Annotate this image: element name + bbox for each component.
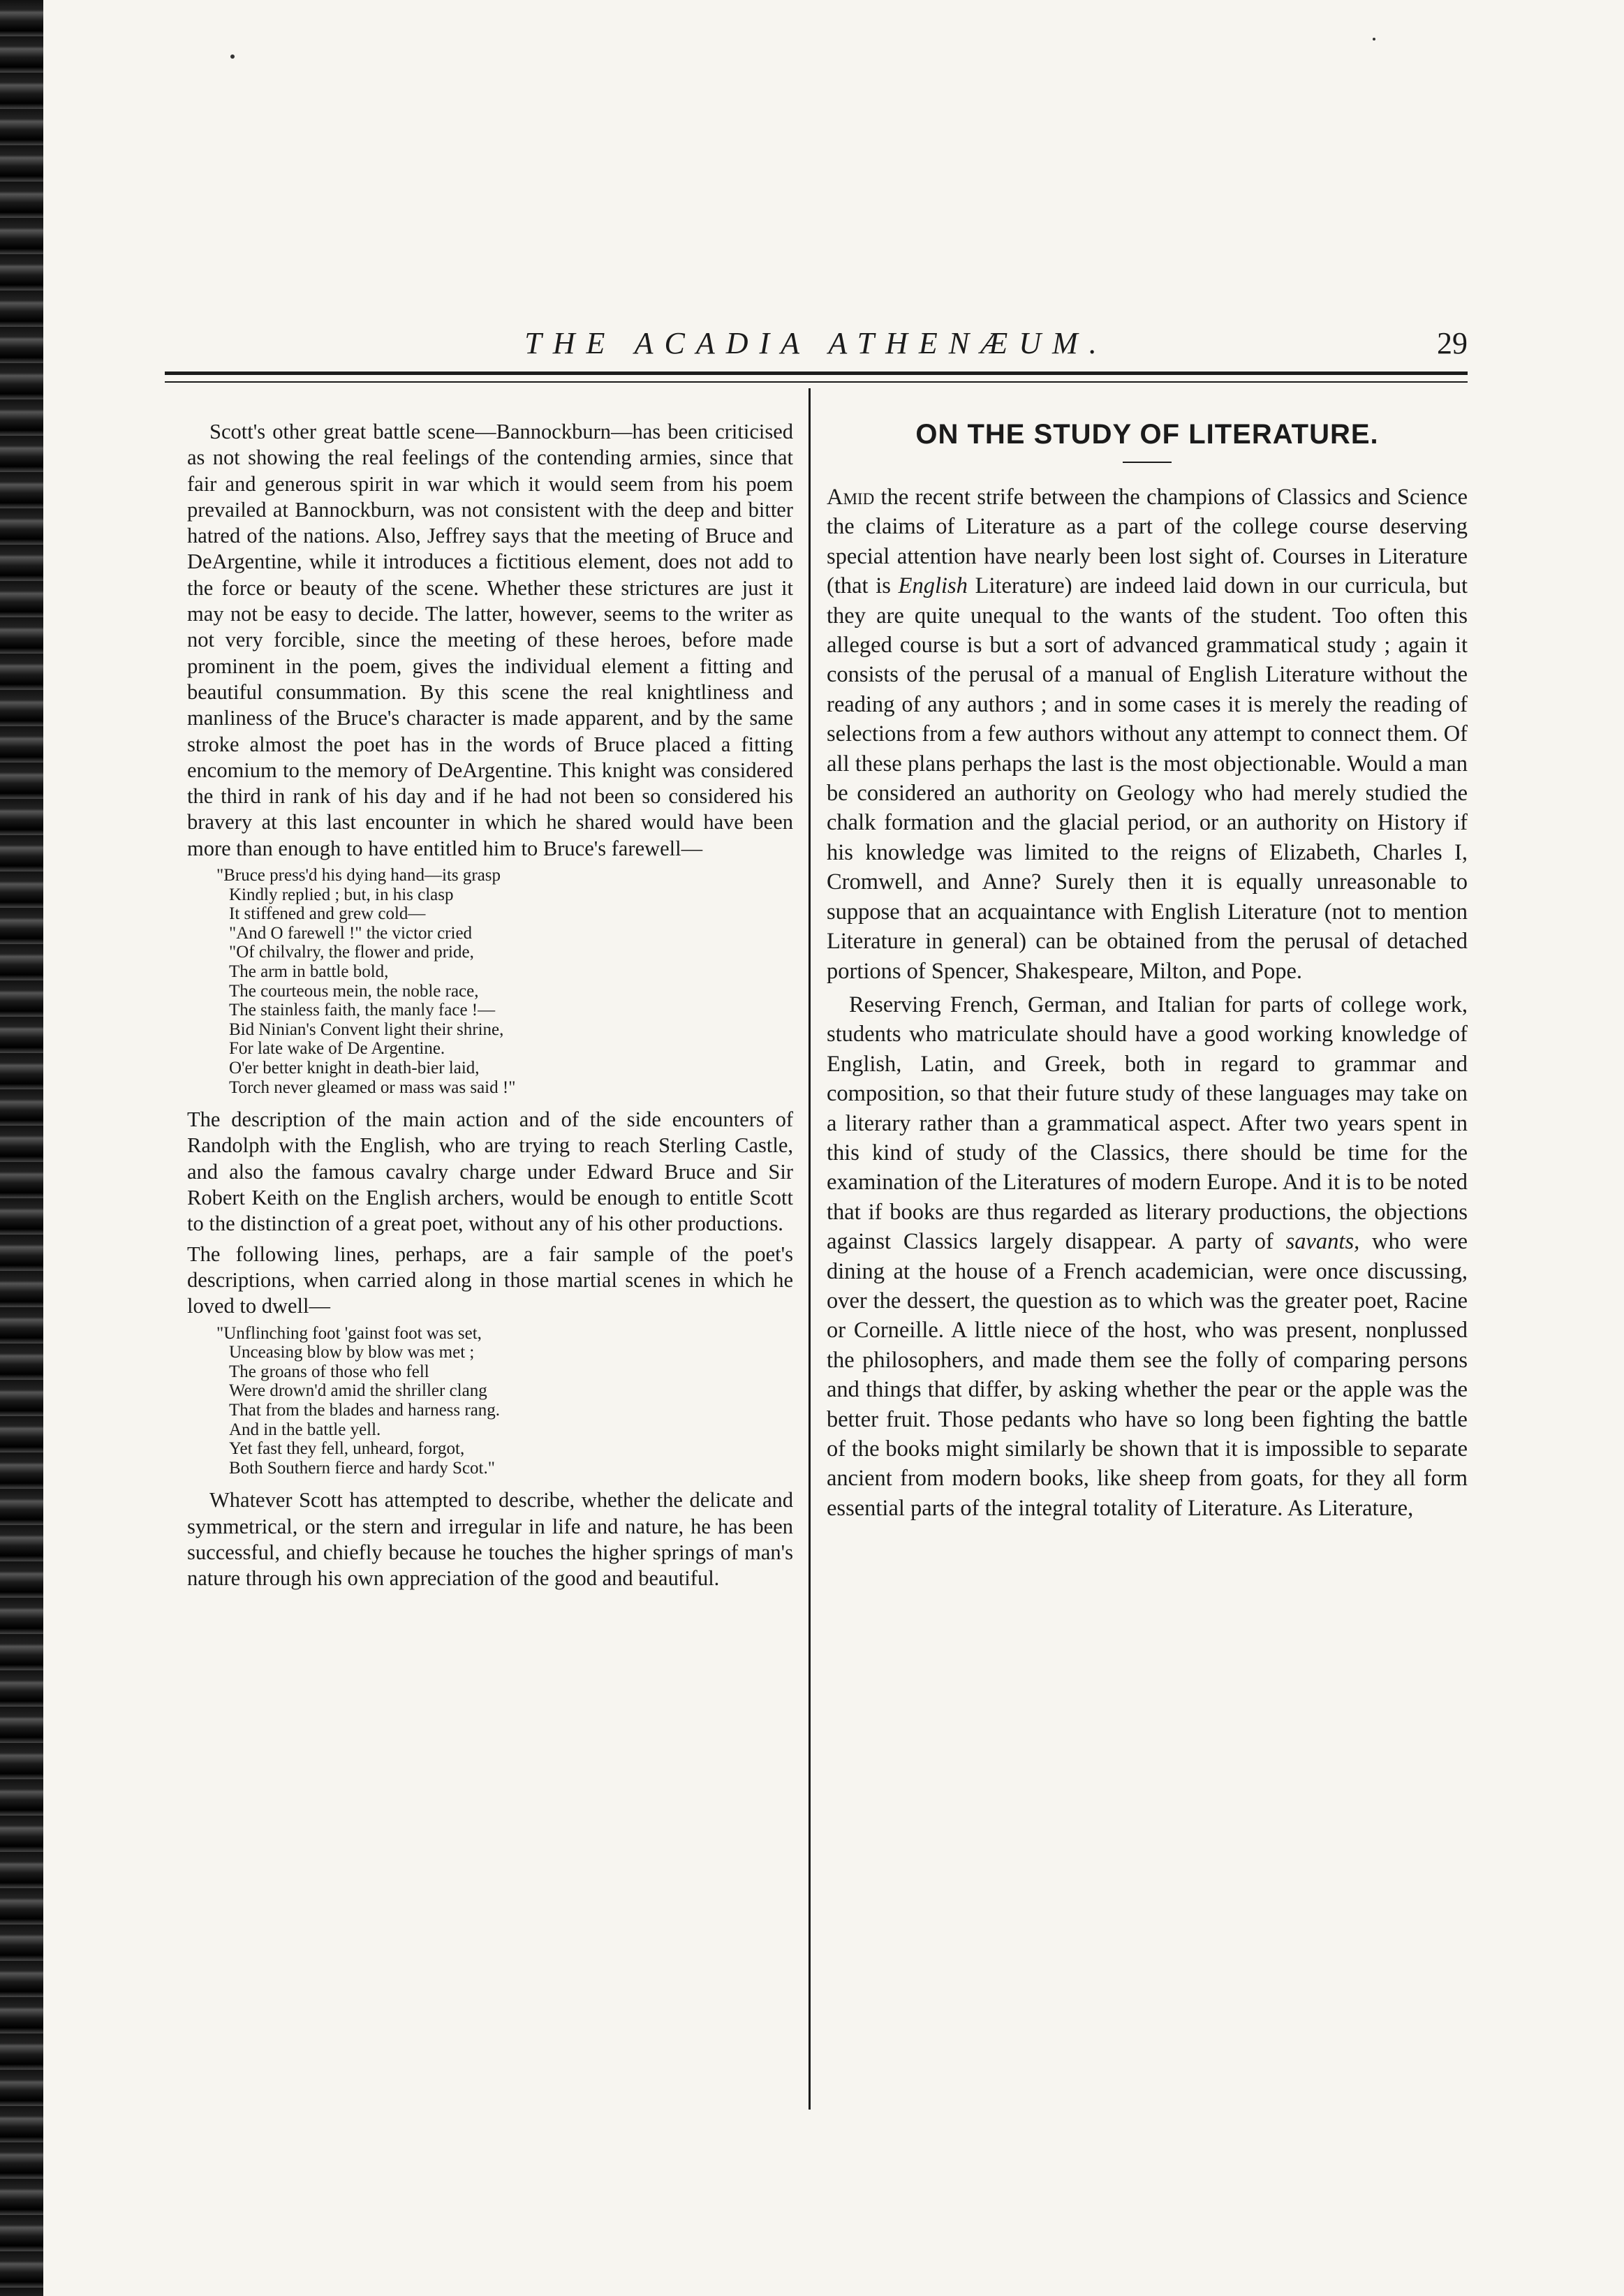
header-rule-thick	[165, 371, 1468, 375]
paragraph: Whatever Scott has attempted to describe, whether the delicate and symmetrical, or the stern and irregular in life and nature, he has been successful, and chiefly because he touches the higher springs of man's nature through his own appreciation of the good and beautiful.	[187, 1488, 793, 1591]
scan-binding-edge	[0, 0, 43, 2296]
poem-line: "Of chilvalry, the flower and pride,	[229, 943, 474, 962]
running-header	[165, 320, 1468, 369]
right-column	[827, 419, 1468, 1527]
title-rule	[1123, 462, 1172, 463]
text-run: who were dining at the house of a French academician, were once discussing, over the dessert, the question as to which was the greater poet, Racine or Corneille. A little niece of the host, who was present, nonplussed the philosophers, and made them see the folly of comparing persons and things that differ, by asking whether the pear or the apple was the better fruit. Those pedants who have so long been fighting the battle of the books might similarly be shown that it is impossible to separate ancient from modern books, like sheep from goats, for they all form essential parts of the integral totality of Literature. As Literature,	[827, 1229, 1468, 1521]
poem-line: Were drown'd amid the shriller clang	[229, 1381, 487, 1401]
poem-line: "And O farewell !" the victor cried	[229, 923, 473, 943]
article-title: ON THE STUDY OF LITERATURE.	[915, 419, 1379, 450]
poem-line: The stainless faith, the manly face !—	[229, 1001, 496, 1020]
poem-line: And in the battle yell.	[229, 1420, 381, 1439]
left-column	[187, 419, 793, 1596]
text-run: Literature) are indeed laid down in our curricula, but they are quite unequal to the wants of the student. Too often this alleged course is but a sort of advanced grammatical study ; again it consists of the perusal of a manual of English Literature without the reading of any authors ; and in some cases it is merely the reading of selections from a few authors without any attempt to connect them. Of all these plans perhaps the last is the most objectionable. Would a man be considered an authority on Geology who had merely studied the chalk formation and the glacial period, or an authority on History if his knowledge was limited to the reigns of Elizabeth, Charles I, Cromwell, and Anne? Surely then it is equally unreasonable to suppose that an acquaintance with English Literature (not to mention Literature in general) can be obtained from the perusal of detached portions of Spencer, Shakespeare, Milton, and Pope.	[827, 573, 1468, 984]
poem-line: The courteous mein, the noble race,	[229, 981, 479, 1001]
poem-line: Yet fast they fell, unheard, forgot,	[229, 1439, 465, 1459]
poem-line: The arm in battle bold,	[229, 962, 389, 982]
poem-excerpt	[187, 1324, 793, 1478]
journal-title: THE ACADIA ATHENÆUM.	[524, 326, 1108, 360]
poem-line: That from the blades and harness rang.	[229, 1400, 501, 1420]
poem-line: Kindly replied ; but, in his clasp	[229, 885, 454, 904]
article-body	[827, 483, 1468, 1523]
poem-line: "Unflinching foot 'gainst foot was set,	[216, 1323, 482, 1343]
paragraph	[827, 483, 1468, 986]
emphasis: English	[898, 573, 968, 599]
poem-line: Both Southern fierce and hardy Scot."	[229, 1458, 495, 1478]
page-number: 29	[1437, 326, 1468, 360]
poem-excerpt	[187, 866, 793, 1097]
poem-line: Unceasing blow by blow was met ;	[229, 1343, 475, 1362]
poem-line: Torch never gleamed or mass was said !"	[229, 1077, 516, 1097]
paragraph: Scott's other great battle scene—Bannockburn—has been criticised as not showing the real feelings of the contending armies, since that fair and generous spirit in war which it would seem from his poem prevailed at Bannockburn, was not consistent with the deep and bitter hatred of the nations. Also, Jeffrey says that the meeting of Bruce and DeArgentine, while it introduces a fictitious element, does not add to the force or beauty of the scene. Whether these strictures are just it may not be easy to decide. The latter, however, seems to the writer as not very forcible, since the meeting of these heroes, before made prominent in the poem, gives the individual element a fitting and beautiful consummation. By this scene the real knightliness and manliness of the Bruce's character is made apparent, and by the same stroke almost the poet has in the words of Bruce placed a fitting encomium to the memory of DeArgentine. This knight was considered the third in rank of his day and if he had not been so considered his bravery at this last encounter in which he shared would have been more than enough to have entitled him to Bruce's farewell—	[187, 420, 793, 860]
column-divider	[809, 388, 811, 2110]
paragraph: The following lines, perhaps, are a fair sample of the poet's descriptions, when carried along in those martial scenes in which he loved to dwell—	[187, 1242, 793, 1318]
header-rule-thin	[165, 381, 1468, 383]
drop-lead-word: Amid	[827, 485, 875, 510]
text-run: the recent strife between the champions of Classics and Science the claims of Literature as a part of the college course deserving special attention have nearly been lost sight of. Courses in Literature (that is	[827, 485, 1468, 599]
poem-line: O'er better knight in death-bier laid,	[229, 1058, 480, 1077]
paragraph: The description of the main action and of the side encounters of Randolph with the English, who are trying to reach Sterling Castle, and also the famous cavalry charge under Edward Bruce and Sir Robert Keith on the English archers, would be enough to entitle Scott to the distinction of a great poet, without any of his other productions.	[187, 1107, 793, 1236]
poem-line: Bid Ninian's Convent light their shrine,	[229, 1020, 504, 1039]
poem-line: For late wake of De Argentine.	[229, 1039, 445, 1059]
poem-line: The groans of those who fell	[229, 1362, 429, 1381]
poem-line: It stiffened and grew cold—	[229, 904, 426, 924]
emphasis: savants,	[1285, 1229, 1360, 1255]
paragraph	[827, 990, 1468, 1523]
scan-speck	[1373, 38, 1375, 41]
text-run: Reserving French, German, and Italian for parts of college work, students who matriculate should have a good working knowledge of English, Latin, and Greek, both in regard to grammar and composition, so that their future study of these languages may take on a literary rather than a grammatical aspect. After two years spent in this kind of study of the Classics, there should be time for the examination of the Literatures of modern Europe. And it is to be noted that if books are thus regarded as literary productions, the objections against Classics largely disappear. A party of	[827, 992, 1468, 1255]
scan-speck	[230, 54, 235, 59]
poem-line: "Bruce press'd his dying hand—its grasp	[216, 866, 501, 885]
